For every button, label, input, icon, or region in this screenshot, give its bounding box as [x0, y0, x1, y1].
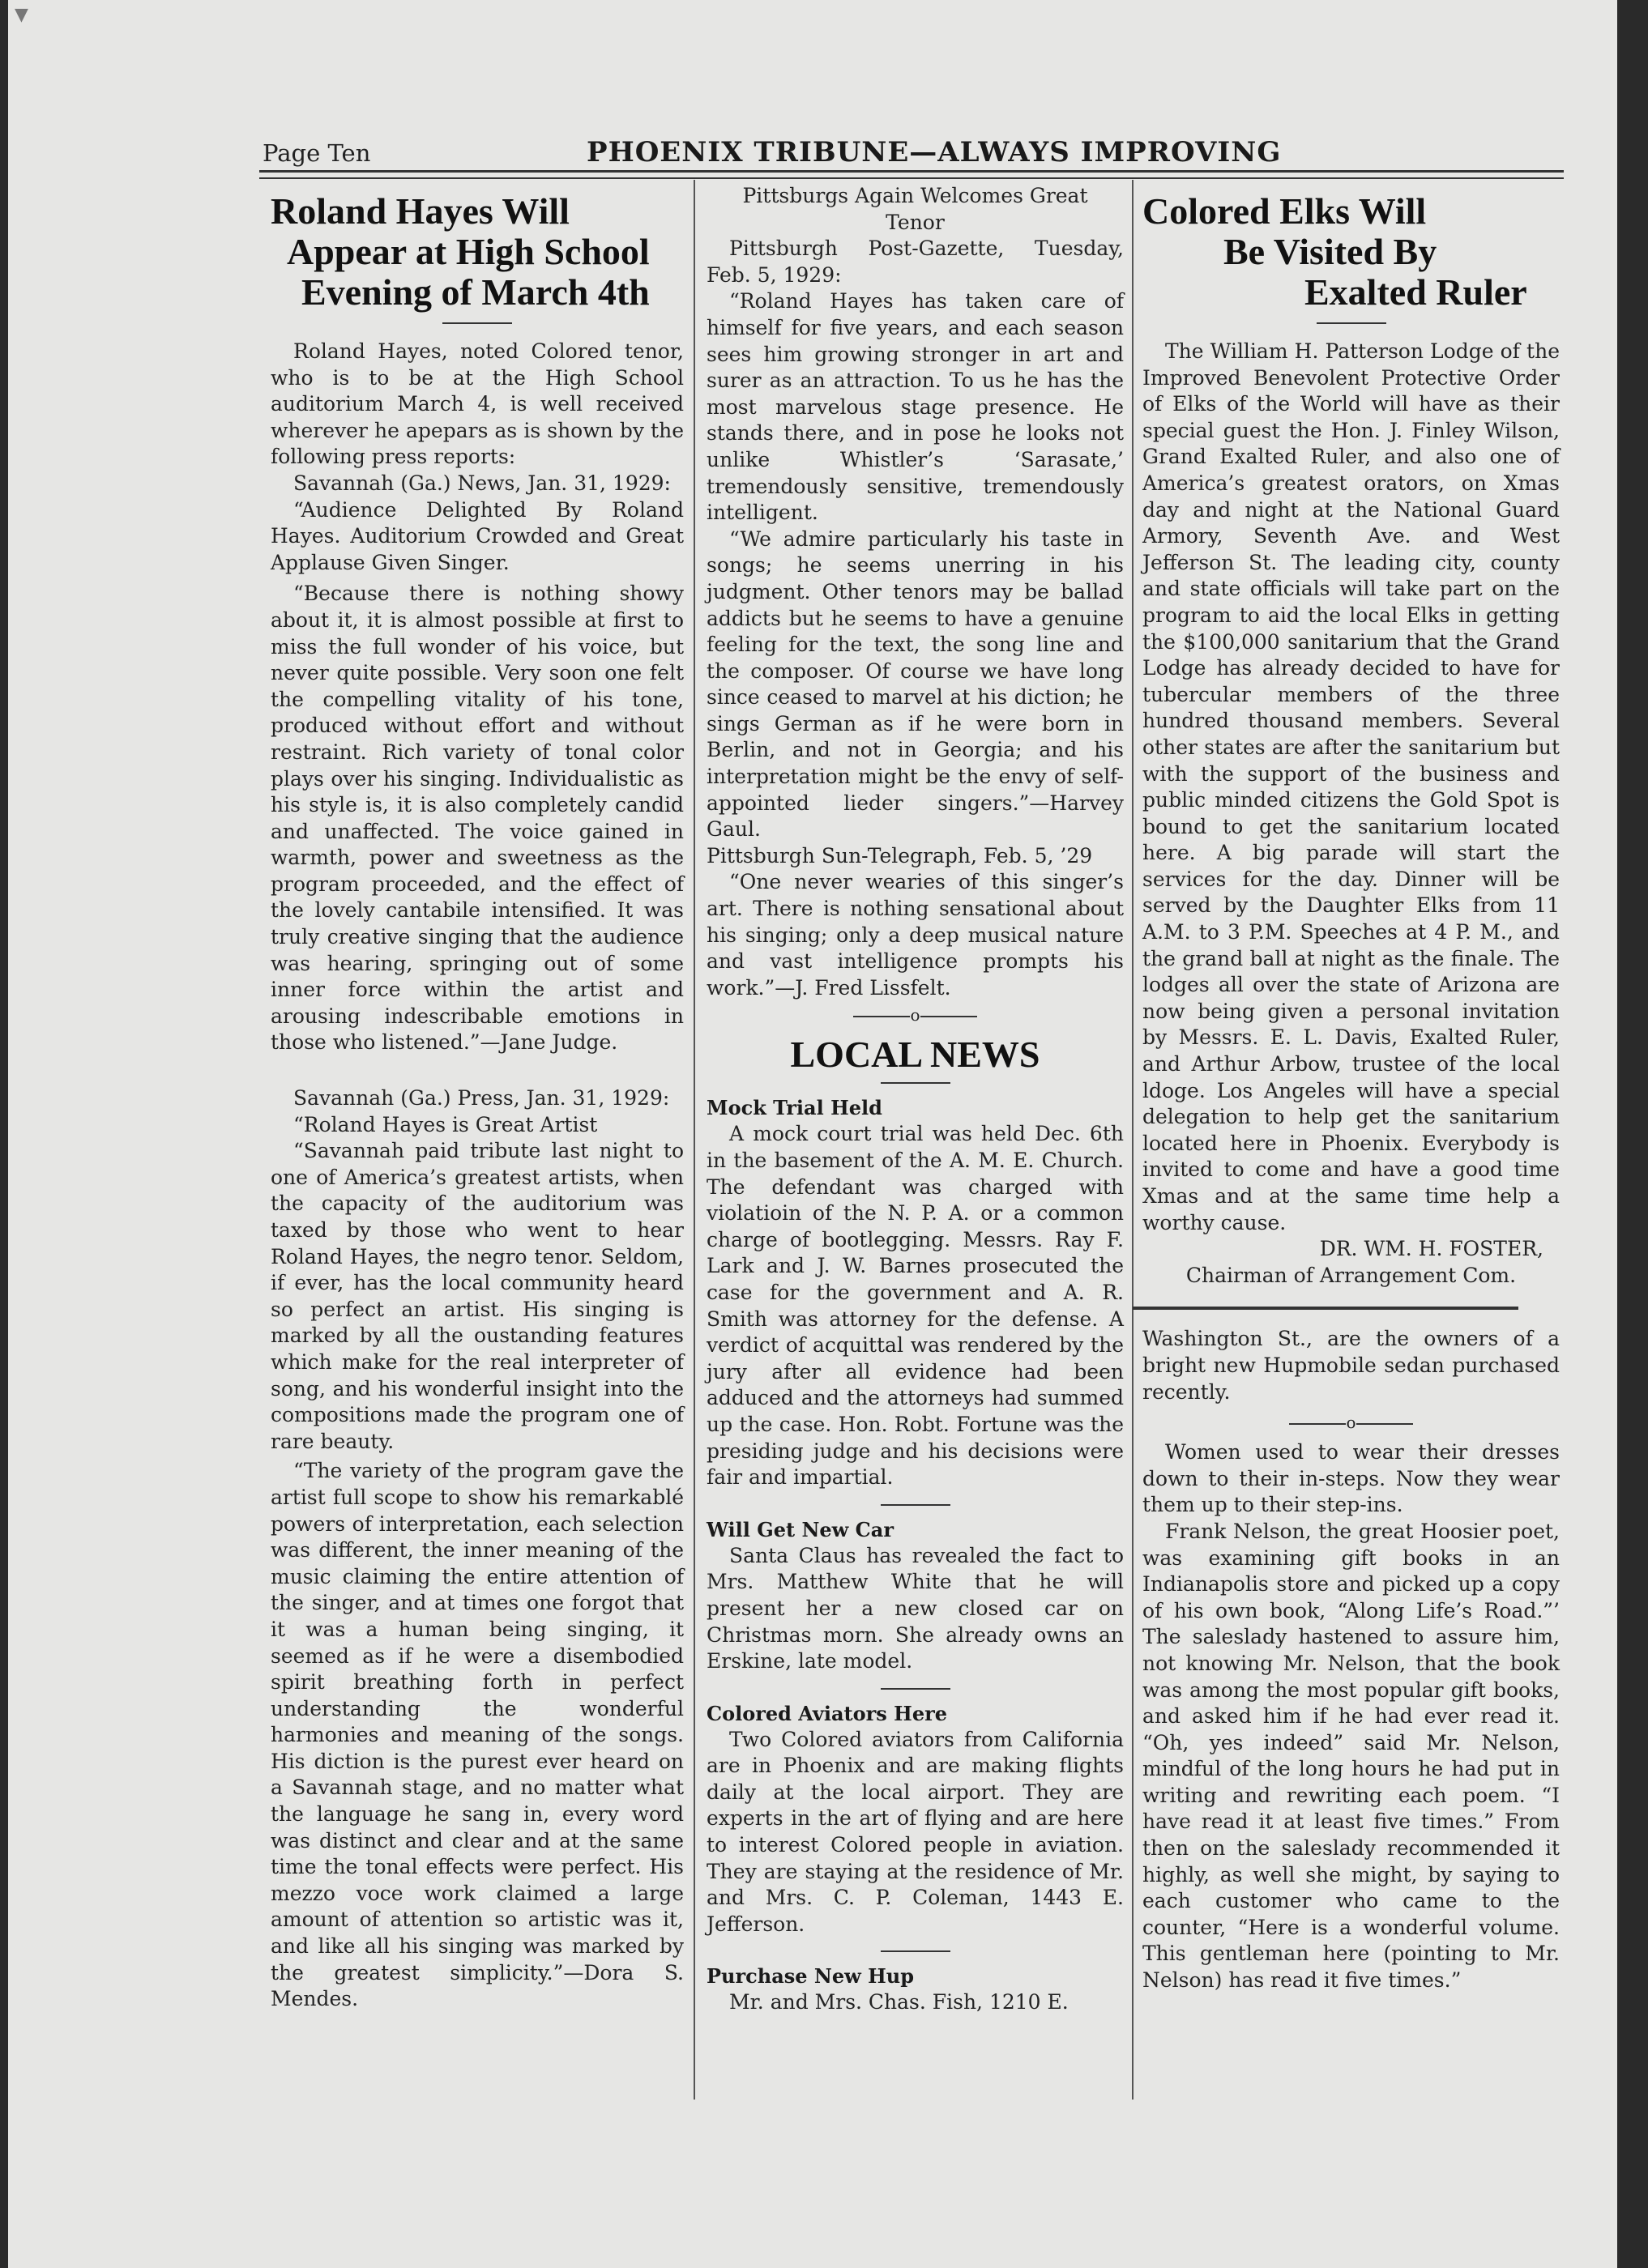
separator: [1142, 1413, 1560, 1431]
news-item-text: Santa Claus has revealed the fact to Mrs. Matthew White that he will present her a new closed car on Christmas morn. She already owns an Erskine, late model.: [707, 1543, 1124, 1673]
article-divider: [1133, 1307, 1518, 1310]
article-paragraph: Savannah (Ga.) Press, Jan. 31, 1929:: [293, 1086, 670, 1111]
item-rule: [881, 1950, 950, 1952]
article-paragraph: “We admire particularly his taste in songs; he seems unerring in his judgment. Other tenors may be ballad addicts but he seems to have a genuine feeling for the text, the song line and the composer. Of course we have long since ceased to marvel at his diction; he sings German as if he were born in Berlin, and not in Georgia; and his interpretation might be the envy of self-appointed lieder singers.”—Harvey Gaul.: [707, 526, 1124, 842]
middle-column: [707, 183, 1124, 2016]
headline-line: Appear at High School: [287, 231, 650, 272]
roland-hayes-headline: [271, 191, 684, 313]
article-paragraph: “Audience Delighted By Roland Hayes. Auditorium Crowded and Great Applause Given Singer.: [271, 497, 684, 574]
headline-line: Be Visited By: [1223, 231, 1437, 272]
news-item-title: Will Get New Car: [707, 1517, 894, 1541]
news-item-text: Mr. and Mrs. Chas. Fish, 1210 E.: [729, 1990, 1069, 2014]
headline-rule: [442, 322, 512, 324]
headline-line: Roland Hayes Will: [271, 190, 570, 232]
separator: [707, 1006, 1124, 1024]
separator-line: [1356, 1423, 1413, 1425]
column-rule-right: [1132, 180, 1134, 2100]
headline-line: Evening of March 4th: [301, 271, 650, 313]
headline-rule: [1317, 322, 1386, 324]
separator-line: [920, 1016, 977, 1017]
separator-line: [853, 1016, 910, 1017]
article-paragraph: Pittsburgh Sun-Telegraph, Feb. 5, ’29: [707, 843, 1093, 868]
pittsburgh-intro-title: Pittsburgs Again Welcomes Great Tenor: [742, 184, 1088, 234]
running-head: [263, 136, 1567, 172]
headline-line: Exalted Ruler: [1304, 271, 1527, 313]
article-paragraph: “Roland Hayes is Great Artist: [293, 1112, 598, 1136]
column-rule-left: [694, 180, 695, 2100]
section-rule: [881, 1082, 950, 1084]
news-item-title: Mock Trial Held: [707, 1096, 882, 1120]
article-paragraph: Savannah (Ga.) News, Jan. 31, 1929:: [293, 471, 671, 495]
headline-line: Colored Elks Will: [1142, 190, 1427, 232]
article-paragraph: “Because there is nothing showy about it, it is almost possible at first to miss the full wonder of his voice, but never quite possible. Very soon one felt the compelling vitality of his tone, produced without effort and without restraint. Rich variety of tonal color plays over his singing. Individualistic as his style is, it is also completely candid and unaffected. The voice gained in warmth, power and sweetness as the program proceeded, and the effect of the lovely cantabile intensified. It was truly creative singing that the audience was hearing, springing out of some inner force within the artist and arousing indescribable emotions in those who listened.”—Jane Judge.: [271, 582, 684, 1055]
elks-headline: [1142, 191, 1560, 313]
joke-paragraph: Women used to wear their dresses down to their in-steps. Now they wear them up to their step-ins.: [1142, 1440, 1560, 1517]
news-item-title: Purchase New Hup: [707, 1964, 915, 1989]
separator-o: o: [910, 1005, 920, 1025]
article-paragraph: Pittsburgh Post-Gazette, Tuesday, Feb. 5, 1929:: [707, 237, 1124, 287]
news-item-text: Two Colored aviators from California are in Phoenix and are making flights daily at the local airport. They are experts in the art of flying and are here to interest Colored people in aviation. They are staying at the residence of Mr. and Mrs. C. P. Coleman, 1443 E. Jefferson.: [707, 1727, 1124, 1936]
article-paragraph: “Roland Hayes has taken care of himself for five years, and each season sees him growing stronger in art and surer as an attraction. To us he has the most marvelous stage presence. He stands there, and in pose he looks not unlike Whistler’s ‘Sarasate,’ tremendously sensitive, tremendously intelligent.: [707, 289, 1124, 525]
left-column: [271, 183, 684, 2013]
masthead: PHOENIX TRIBUNE—ALWAYS IMPROVING: [587, 136, 1282, 168]
corner-mark: ▼: [15, 5, 28, 25]
signature-title: Chairman of Arrangement Com.: [1185, 1263, 1517, 1287]
article-paragraph: “One never wearies of this singer’s art. There is nothing sensational about his singing; only a deep musical nature and vast intelligence prompts his work.”—J. Fred Lissfelt.: [707, 870, 1124, 1000]
elks-article-body: The William H. Patterson Lodge of the Improved Benevolent Protective Order of Elks of the World will have as their special guest the Hon. J. Finley Wilson, Grand Exalted Ruler, and also one of America’s greatest orators, on Xmas day and night at the National Guard Armory, Seventh Ave. and West Jefferson St. The leading city, county and state officials will take part on the program to aid the local Elks in getting the $100,000 sanitarium that the Grand Lodge has already decided to have for tubercular members of the three hundred thousand members. Several other states are after the sanitarium but with the support of the business and public minded citizens the Gold Spot is bound to get the sanitarium located here. A big parade will start the services for the day. Dinner will be served by the Daughter Elks from 11 A.M. to 3 P.M. Speeches at 4 P. M., and the grand ball at night as the finale. The lodges all over the state of Arizona are now being given a personal invitation by Messrs. E. L. Davis, Exalted Ruler, and Arthur Arbow, trustee of the local ldoge. Los Angeles will have a special delegation to help get the sanitarium located here in Phoenix. Everybody is invited to come and have a good time Xmas and at the same time help a worthy cause.: [1142, 339, 1560, 1234]
newspaper-page: [8, 0, 1617, 2268]
continuation-text: Washington St., are the owners of a bright new Hupmobile sedan purchased recently.: [1142, 1327, 1560, 1404]
item-rule: [881, 1504, 950, 1506]
local-news-title: LOCAL NEWS: [790, 1034, 1040, 1076]
news-item-title: Colored Aviators Here: [707, 1701, 948, 1725]
separator-line: [1289, 1423, 1346, 1425]
joke-paragraph: Frank Nelson, the great Hoosier poet, was examining gift books in an Indianapolis store and picked up a copy of his own book, “Along Life’s Road.”’ The saleslady hastened to assure him, not knowing Mr. Nelson, that the book was among the most popular gift books, and asked him if he had ever read it. “Oh, yes indeed” said Mr. Nelson, mindful of the long hours he had put in writing and rewriting each poem. “I have read it at least five times.” From then on the saleslady recommended it highly, as well she might, by saying to each customer who came to the counter, “Here is a wonderful volume. This gentleman here (pointing to Mr. Nelson) has read it five times.”: [1142, 1519, 1560, 1993]
signature-name: DR. WM. H. FOSTER,: [1319, 1237, 1543, 1261]
article-paragraph: Roland Hayes, noted Colored tenor, who is to be at the High School auditorium March 4, is well received wherever he apepars as is shown by the following press reports:: [271, 339, 684, 469]
page-number: Page Ten: [263, 139, 371, 167]
right-column: [1142, 183, 1560, 1994]
item-rule: [881, 1688, 950, 1690]
article-paragraph: “The variety of the program gave the artist full scope to show his remarkablé powers of interpretation, each selection was different, the inner meaning of the music claiming the entire attention of the singer, and at times one forgot that it was a human being singing, it seemed as if he were a disembodied spirit breathing forth in perfect understanding the wonderful harmonies and meaning of the songs. His diction is the purest ever heard on a Savannah stage, and no matter what the language he sang in, every word was distinct and clear and at the same time the tonal effects were perfect. His mezzo voce work claimed a large amount of attention so artistic was it, and like all his singing was marked by the greatest simplicity.”—Dora S. Mendes.: [271, 1459, 684, 2011]
article-paragraph: “Savannah paid tribute last night to one of America’s greatest artists, when the capacity of the auditorium was taxed by those who went to hear Roland Hayes, the negro tenor. Seldom, if ever, has the local community heard so perfect an artist. His singing is marked by all the oustanding features which make for the real interpreter of song, and his wonderful insight into the compositions made the program one of rare beauty.: [271, 1139, 684, 1453]
spacer: [271, 1056, 684, 1085]
news-item-text: A mock court trial was held Dec. 6th in the basement of the A. M. E. Church. The defendant was charged with violatioin of the N. P. A. or a common charge of bootlegging. Messrs. Ray F. Lark and J. W. Barnes prosecuted the case for the government and A. R. Smith was attorney for the defense. A verdict of acquittal was rendered by the jury after all evidence had been adduced and the attorneys had summed up the case. Hon. Robt. Fortune was the presiding judge and his decisions were fair and impartial.: [707, 1122, 1124, 1490]
separator-o: o: [1346, 1413, 1356, 1433]
header-double-rule: [259, 170, 1564, 179]
